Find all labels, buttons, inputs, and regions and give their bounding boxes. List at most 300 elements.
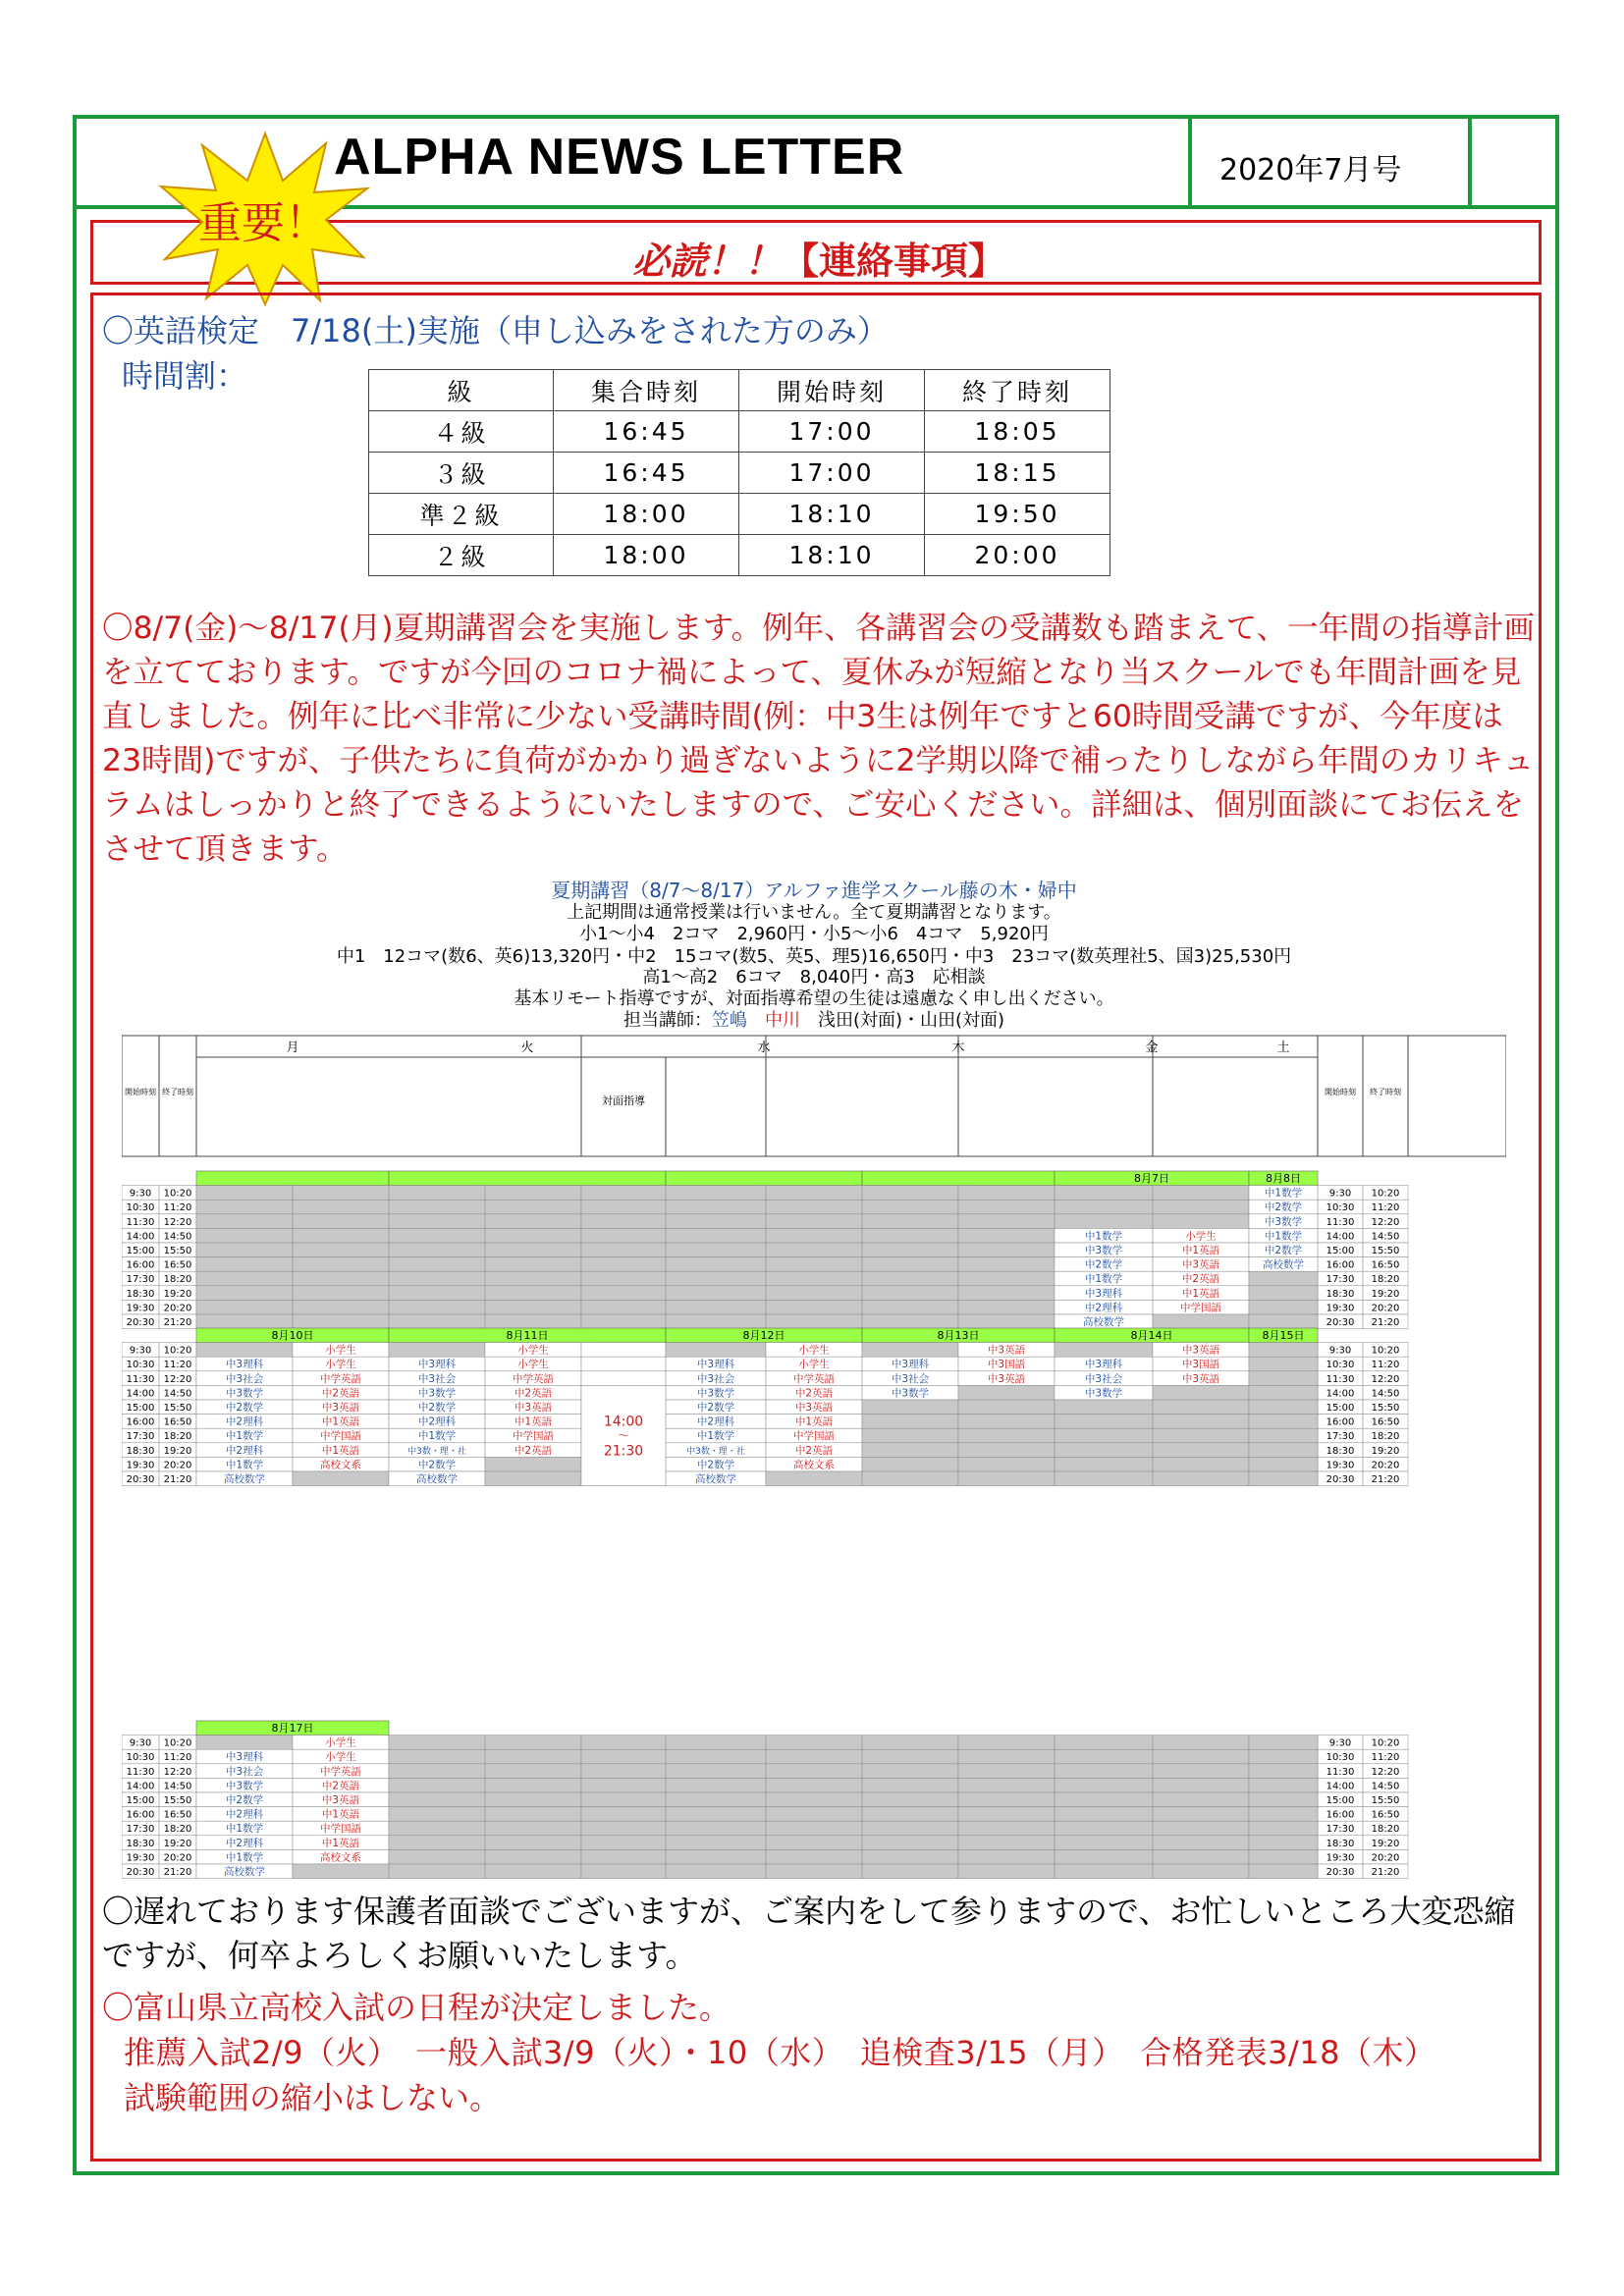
time-label: 18:30: [126, 1838, 155, 1849]
schedule-cell: [485, 1749, 581, 1764]
schedule-cell: [581, 1186, 666, 1201]
schedule-cell: [581, 1286, 666, 1301]
schedule-cell: [958, 1271, 1055, 1286]
time-label: 12:20: [1371, 1373, 1400, 1385]
class-label: 中2数学: [417, 1459, 457, 1471]
schedule-cell: [958, 1214, 1055, 1229]
class-label: 中1数学: [225, 1430, 264, 1443]
class-label: 中3社会: [1084, 1372, 1123, 1385]
schedule-cell: [389, 1749, 485, 1764]
class-label: 中3英語: [321, 1402, 360, 1414]
schedule-cell: [485, 1864, 581, 1879]
class-label: 小学生: [325, 1736, 356, 1749]
eiken-timetable: [368, 369, 1110, 576]
schedule-info-line: 中1 12コマ(数6、英6)13,320円・中2 15コマ(数5、英5、理5)16,650円・中3 23コマ(数英理社5、国3)25,530円: [336, 946, 1292, 967]
schedule-cell: [766, 1314, 862, 1329]
schedule-cell: [1249, 1428, 1318, 1443]
date-label: 8月7日: [1134, 1172, 1169, 1185]
time-label: 16:50: [163, 1416, 192, 1428]
time-label: 20:30: [126, 1867, 155, 1878]
time-label: 17:30: [1326, 1824, 1355, 1836]
schedule-cell: [666, 1228, 766, 1243]
schedule-cell: [389, 1792, 485, 1807]
schedule-cell: [1249, 1286, 1318, 1301]
class-label: 中3理科: [1084, 1287, 1123, 1300]
schedule-cell: [958, 1778, 1055, 1792]
table-cell: 18:10: [739, 494, 925, 535]
schedule-cell: [862, 1428, 958, 1443]
class-label: 中2理科: [225, 1808, 264, 1821]
schedule-cell: [485, 1792, 581, 1807]
day-label: 土: [1276, 1041, 1290, 1055]
schedule-cell: [485, 1457, 581, 1471]
schedule-cell: [666, 1200, 766, 1214]
class-label: 中1数学: [1264, 1187, 1303, 1200]
class-label: 中2数学: [696, 1402, 735, 1414]
schedule-cell: [1153, 1314, 1249, 1329]
schedule-cell: [196, 1214, 293, 1229]
schedule-cell: [766, 1271, 862, 1286]
date-cell: [196, 1171, 389, 1186]
schedule-cell: [862, 1228, 958, 1243]
schedule-cell: [862, 1400, 958, 1415]
class-label: 中学国語: [320, 1430, 361, 1443]
schedule-cell: [1153, 1443, 1249, 1458]
schedule-cell: [1153, 1821, 1249, 1836]
header-divider: [1188, 115, 1192, 209]
schedule-cell: [1055, 1749, 1153, 1764]
schedule-cell: [958, 1849, 1055, 1864]
time-label: 9:30: [129, 1737, 152, 1749]
schedule-cell: [1153, 1214, 1249, 1229]
schedule-cell: [862, 1314, 958, 1329]
day-label: 月: [286, 1041, 299, 1055]
time-label: 18:20: [163, 1431, 192, 1443]
schedule-cell: [389, 1186, 485, 1201]
class-label: 中3英語: [1181, 1344, 1220, 1357]
class-label: 中1英語: [321, 1808, 360, 1821]
class-label: 中学国語: [320, 1823, 361, 1836]
time-label: 16:50: [163, 1809, 192, 1821]
schedule-cell: [485, 1471, 581, 1486]
time-label: 20:30: [1326, 1867, 1355, 1878]
time-label: 19:30: [1326, 1460, 1355, 1471]
schedule-cell: [196, 1271, 293, 1286]
class-label: 中2英語: [1181, 1273, 1220, 1286]
time-label: 14:00: [1326, 1388, 1355, 1400]
class-label: 中2理科: [225, 1837, 264, 1849]
class-label: 中1英語: [321, 1444, 360, 1457]
issue-date: 2020年7月号: [1219, 153, 1402, 187]
date-label: 8月15日: [1262, 1329, 1305, 1342]
date-label: 8月11日: [506, 1329, 549, 1342]
time-label: 11:30: [126, 1766, 155, 1778]
schedule-cell: [389, 1300, 485, 1314]
schedule-cell: [389, 1778, 485, 1792]
schedule-cell: [1153, 1764, 1249, 1779]
class-label: 中学国語: [1180, 1302, 1221, 1314]
class-label: 中3英語: [1181, 1372, 1220, 1385]
schedule-cell: [196, 1243, 293, 1257]
schedule-cell: [293, 1243, 389, 1257]
schedule-cell: [1249, 1271, 1318, 1286]
schedule-cell: [862, 1200, 958, 1214]
class-label: 中1数学: [225, 1459, 264, 1471]
class-label: 中1英語: [321, 1415, 360, 1428]
time-label: 10:20: [1371, 1737, 1400, 1749]
time-label: 17:30: [126, 1824, 155, 1836]
class-label: 中2数学: [1084, 1258, 1123, 1271]
table-cell: 18:00: [554, 494, 739, 535]
teachers-line: 担当講師：笠嶋 中川 浅田(対面)・山田(対面): [623, 1010, 1005, 1031]
time-label: 10:20: [1371, 1345, 1400, 1357]
class-label: 中1英語: [514, 1415, 553, 1428]
time-label: 20:20: [1371, 1460, 1400, 1471]
time-label: 14:50: [163, 1231, 192, 1243]
class-label: 小学生: [798, 1344, 830, 1357]
schedule-cell: [581, 1214, 666, 1229]
schedule-cell: [485, 1778, 581, 1792]
table-cell: 18:15: [925, 453, 1110, 494]
schedule-cell: [1153, 1428, 1249, 1443]
schedule-cell: [389, 1257, 485, 1272]
schedule-cell: [862, 1300, 958, 1314]
time-label: 20:30: [126, 1474, 155, 1485]
class-label: 中学国語: [793, 1430, 835, 1443]
time-label: 9:30: [1328, 1188, 1352, 1200]
time-label: 18:30: [126, 1288, 155, 1300]
schedule-cell: [862, 1836, 958, 1850]
schedule-cell: [389, 1314, 485, 1329]
time-label: 19:30: [126, 1303, 155, 1314]
schedule-cell: [1153, 1415, 1249, 1429]
toyama-dates: 推薦入試2/9（火） 一般入試3/9（火）・10（水） 追検査3/15（月） 合格発表3/18（木）: [124, 2034, 1436, 2071]
time-label: 11:30: [1326, 1373, 1355, 1385]
schedule-cell: [666, 1271, 766, 1286]
time-label: 21:20: [1371, 1867, 1400, 1878]
schedule-cell: [666, 1186, 766, 1201]
table-cell: ４級: [369, 411, 554, 453]
class-label: 中2英語: [794, 1387, 834, 1400]
schedule-cell: [581, 1836, 666, 1850]
table-cell: 18:00: [554, 535, 739, 576]
time-label: 16:00: [1326, 1416, 1355, 1428]
schedule-cell: [862, 1271, 958, 1286]
table-row: [369, 411, 1110, 453]
class-label: 中3社会: [225, 1765, 264, 1778]
schedule-cell: [581, 1357, 666, 1371]
banner-emphasis: 必読！！: [631, 240, 782, 283]
schedule-cell: [196, 1314, 293, 1329]
schedule-cell: [958, 1428, 1055, 1443]
schedule-cell: [1055, 1849, 1153, 1864]
class-label: 高校数学: [695, 1473, 736, 1485]
time-label: 20:20: [163, 1852, 192, 1864]
class-label: 中1英語: [321, 1837, 360, 1849]
class-label: 小学生: [325, 1359, 356, 1371]
schedule-cell: [958, 1257, 1055, 1272]
time-label: 19:30: [1326, 1852, 1355, 1864]
time-label: 16:00: [1326, 1259, 1355, 1271]
schedule-cell: [862, 1286, 958, 1301]
schedule-cell: [666, 1735, 766, 1750]
time-label: 14:00: [126, 1781, 155, 1792]
schedule-cell: [389, 1271, 485, 1286]
schedule-cell: [1055, 1807, 1153, 1822]
time-label: 15:00: [1326, 1246, 1355, 1256]
schedule-cell: [766, 1807, 862, 1822]
end-time-header: 終了時刻: [162, 1088, 193, 1096]
class-label: 小学生: [1185, 1230, 1217, 1243]
class-label: 中2数学: [225, 1794, 264, 1806]
table-cell: 16:45: [554, 453, 739, 494]
time-label: 19:20: [1371, 1445, 1400, 1457]
schedule-cell: [389, 1735, 485, 1750]
table-cell: ２級: [369, 535, 554, 576]
table-header: 開始時刻: [739, 370, 925, 411]
day-label: 水: [757, 1041, 771, 1055]
time-label: 16:50: [1371, 1416, 1400, 1428]
table-header: 級: [369, 370, 554, 411]
schedule-cell: [862, 1849, 958, 1864]
time-label: 11:30: [126, 1373, 155, 1385]
schedule-cell: [862, 1257, 958, 1272]
class-label: 小学生: [325, 1751, 356, 1764]
table-cell: 18:10: [739, 535, 925, 576]
schedule-cell: [1249, 1864, 1318, 1879]
time-label: 18:20: [163, 1274, 192, 1286]
schedule-cell: [862, 1749, 958, 1764]
time-label: 11:20: [1371, 1360, 1400, 1371]
time-label: 15:50: [1371, 1246, 1400, 1256]
time-label: 12:20: [163, 1216, 192, 1228]
eiken-heading: 〇英語検定 7/18(土)実施（申し込みをされた方のみ）: [102, 312, 889, 349]
schedule-cell: [581, 1849, 666, 1864]
time-label: 21:20: [163, 1474, 192, 1485]
time-label: 18:20: [163, 1824, 192, 1836]
class-label: 中学英語: [320, 1765, 361, 1778]
schedule-header-box: [122, 1036, 1506, 1156]
schedule-cell: [1153, 1749, 1249, 1764]
date-label: 8月13日: [937, 1329, 980, 1342]
time-label: 11:20: [163, 1360, 192, 1371]
schedule-cell: [293, 1314, 389, 1329]
time-label: 20:20: [1371, 1303, 1400, 1314]
class-label: 中2数学: [417, 1402, 457, 1414]
schedule-cell: [1055, 1186, 1153, 1201]
schedule-cell: [958, 1243, 1055, 1257]
schedule-title: 夏期講習（8/7～8/17）アルファ進学スクール藤の木・婦中: [551, 879, 1077, 902]
class-label: 中2理科: [225, 1444, 264, 1457]
time-label: 14:50: [1371, 1231, 1400, 1243]
schedule-cell: [196, 1343, 293, 1358]
schedule-cell: [293, 1864, 389, 1879]
class-label: 小学生: [517, 1359, 549, 1371]
class-label: 中3英語: [987, 1372, 1026, 1385]
schedule-cell: [766, 1749, 862, 1764]
schedule-cell: [196, 1186, 293, 1201]
time-label: 14:00: [1326, 1231, 1355, 1243]
time-label: 12:20: [1371, 1216, 1400, 1228]
class-label: 小学生: [798, 1359, 830, 1371]
class-label: 中学英語: [320, 1372, 361, 1385]
schedule-cell: [485, 1200, 581, 1214]
schedule-cell: [485, 1243, 581, 1257]
schedule-cell: [1055, 1457, 1153, 1471]
schedule-info-line: 上記期間は通常授業は行いません。全て夏期講習となります。: [567, 902, 1061, 923]
schedule-cell: [389, 1200, 485, 1214]
class-label: 中1数学: [1084, 1230, 1123, 1243]
schedule-info-line: 基本リモート指導ですが、対面指導希望の生徒は遠慮なく申し出ください。: [514, 988, 1114, 1009]
schedule-cell: [485, 1271, 581, 1286]
schedule-cell: [862, 1735, 958, 1750]
schedule-cell: [958, 1792, 1055, 1807]
schedule-cell: [1055, 1735, 1153, 1750]
class-label: 中学国語: [513, 1430, 554, 1443]
class-label: 中2数学: [1264, 1201, 1303, 1214]
class-label: 中2数学: [1264, 1245, 1303, 1256]
schedule-cell: [196, 1300, 293, 1314]
time-label: 18:30: [1326, 1288, 1355, 1300]
schedule-cell: [766, 1821, 862, 1836]
date-label: 8月17日: [271, 1722, 314, 1735]
schedule-cell: [958, 1807, 1055, 1822]
time-label: 9:30: [129, 1188, 152, 1200]
schedule-cell: [766, 1471, 862, 1486]
schedule-cell: [485, 1314, 581, 1329]
schedule-cell: [293, 1186, 389, 1201]
time-label: 12:20: [163, 1373, 192, 1385]
class-label: 中3数学: [1264, 1215, 1303, 1228]
time-label: 11:30: [126, 1216, 155, 1228]
schedule-cell: [293, 1214, 389, 1229]
schedule-cell: [485, 1214, 581, 1229]
timetable-label: 時間割：: [122, 357, 248, 395]
class-label: 中3英語: [514, 1402, 553, 1414]
schedule-cell: [293, 1228, 389, 1243]
time-label: 10:20: [163, 1737, 192, 1749]
schedule-cell: [389, 1764, 485, 1779]
newsletter-title: ALPHA NEWS LETTER: [334, 129, 905, 186]
time-label: 9:30: [1328, 1345, 1352, 1357]
time-label: 18:20: [1371, 1824, 1400, 1836]
start-time-header: 開始時刻: [125, 1088, 156, 1096]
schedule-cell: [1055, 1214, 1153, 1229]
time-label: 14:50: [1371, 1781, 1400, 1792]
schedule-cell: [862, 1471, 958, 1486]
schedule-cell: [581, 1749, 666, 1764]
schedule-cell: [1153, 1200, 1249, 1214]
taimen-time: 14:00: [603, 1414, 644, 1430]
table-cell: ３級: [369, 453, 554, 494]
schedule-cell: [1249, 1385, 1318, 1400]
schedule-cell: [666, 1343, 766, 1358]
class-label: 高校数学: [1083, 1316, 1124, 1328]
schedule-cell: [485, 1807, 581, 1822]
schedule-cell: [958, 1228, 1055, 1243]
schedule-cell: [1153, 1400, 1249, 1415]
schedule-cell: [581, 1735, 666, 1750]
time-label: 17:30: [1326, 1431, 1355, 1443]
toyama-exam-notice: [102, 1985, 1435, 2120]
schedule-cell: [293, 1300, 389, 1314]
time-label: 19:30: [126, 1852, 155, 1864]
schedule-cell: [958, 1415, 1055, 1429]
schedule-cell: [1055, 1400, 1153, 1415]
class-label: 中3理科: [696, 1359, 735, 1371]
time-label: 9:30: [129, 1345, 152, 1357]
schedule-cell: [196, 1257, 293, 1272]
schedule-cell: [1153, 1792, 1249, 1807]
time-label: 15:50: [163, 1795, 192, 1806]
time-label: 19:30: [126, 1460, 155, 1471]
date-cell: [389, 1171, 666, 1186]
schedule-cell: [958, 1735, 1055, 1750]
time-label: 15:00: [126, 1795, 155, 1806]
schedule-cell: [1153, 1836, 1249, 1850]
class-label: 中1英語: [1181, 1245, 1220, 1256]
schedule-cell: [485, 1836, 581, 1850]
time-label: 21:20: [163, 1317, 192, 1328]
class-label: 中3国語: [1181, 1359, 1220, 1371]
schedule-cell: [862, 1778, 958, 1792]
schedule-cell: [666, 1749, 766, 1764]
class-label: 中1数学: [1084, 1273, 1123, 1286]
schedule-cell: [958, 1200, 1055, 1214]
schedule-cell: [485, 1821, 581, 1836]
schedule-cell: [1055, 1836, 1153, 1850]
schedule-cell: [862, 1792, 958, 1807]
schedule-cell: [581, 1864, 666, 1879]
schedule-cell: [958, 1821, 1055, 1836]
schedule-cell: [196, 1286, 293, 1301]
class-label: 中3英語: [987, 1344, 1026, 1357]
time-label: 10:30: [1326, 1202, 1355, 1214]
time-label: 11:20: [163, 1202, 192, 1214]
schedule-cell: [485, 1300, 581, 1314]
schedule-cell: [666, 1214, 766, 1229]
time-label: 19:20: [163, 1445, 192, 1457]
class-label: 中2英語: [321, 1780, 360, 1792]
class-label: 高校数学: [224, 1473, 265, 1485]
schedule-cell: [666, 1849, 766, 1864]
time-label: 9:30: [1328, 1737, 1352, 1749]
class-label: 中学英語: [513, 1372, 554, 1385]
schedule-cell: [1249, 1778, 1318, 1792]
time-label: 20:30: [1326, 1474, 1355, 1485]
schedule-cell: [1249, 1792, 1318, 1807]
date-cell: [862, 1171, 1055, 1186]
schedule-cell: [1249, 1849, 1318, 1864]
class-label: 中3社会: [417, 1372, 457, 1385]
schedule-cell: [1153, 1457, 1249, 1471]
schedule-cell: [1055, 1792, 1153, 1807]
schedule-cell: [1055, 1428, 1153, 1443]
schedule-cell: [581, 1807, 666, 1822]
table-cell: 17:00: [739, 411, 925, 453]
schedule-cell: [766, 1228, 862, 1243]
time-label: 20:20: [163, 1303, 192, 1314]
class-label: 中2理科: [696, 1415, 735, 1428]
time-label: 15:00: [126, 1403, 155, 1414]
class-label: 中3英語: [321, 1794, 360, 1806]
schedule-cell: [862, 1443, 958, 1458]
time-label: 16:00: [126, 1809, 155, 1821]
schedule-cell: [389, 1864, 485, 1879]
schedule-cell: [196, 1200, 293, 1214]
class-label: 中3理科: [417, 1359, 457, 1371]
class-label: 中2英語: [514, 1444, 553, 1457]
